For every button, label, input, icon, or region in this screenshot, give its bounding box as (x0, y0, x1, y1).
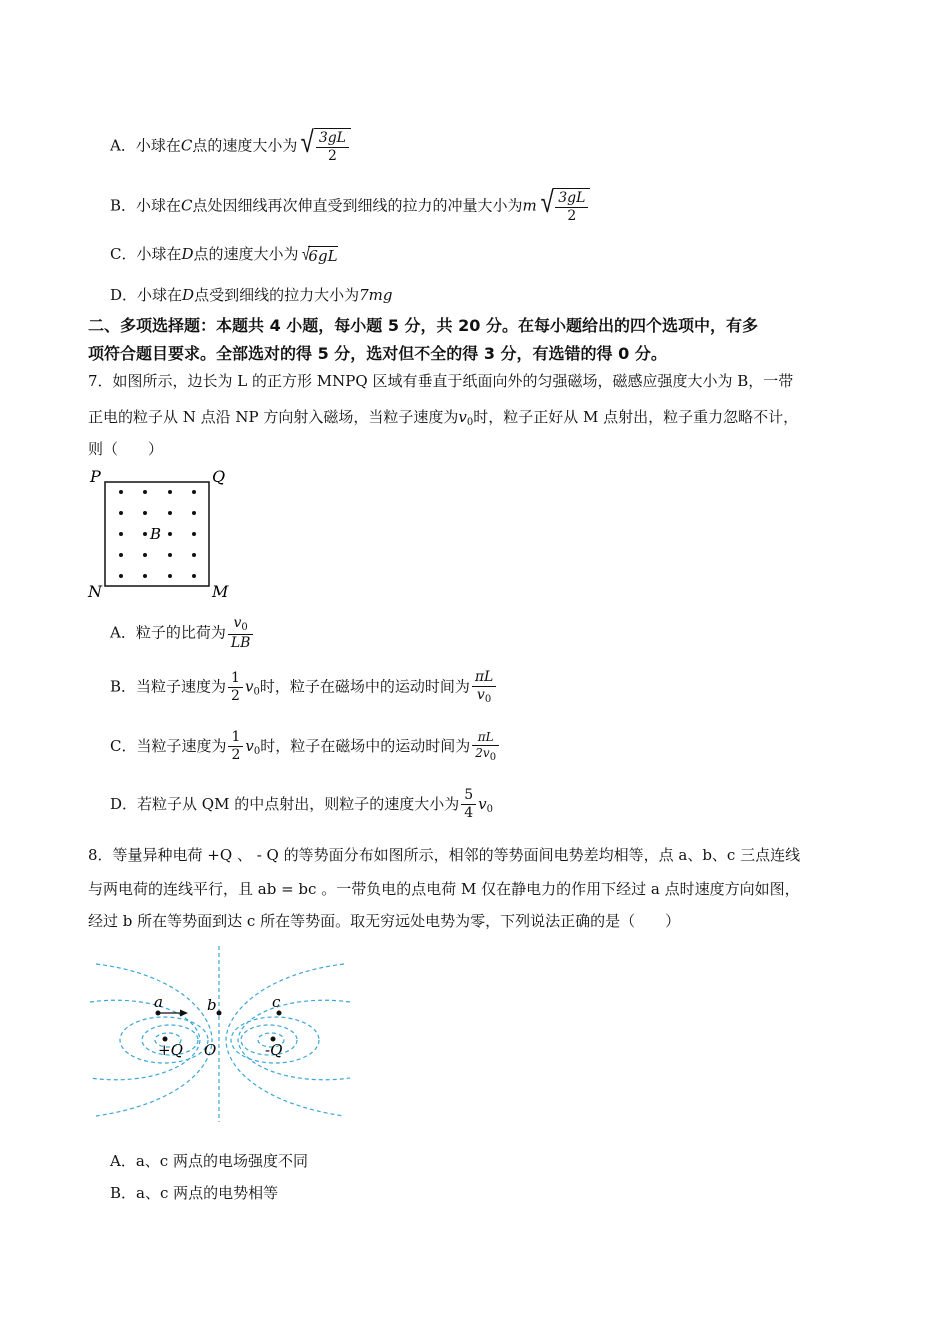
label-Q: Q (212, 467, 226, 486)
point-c (277, 1011, 282, 1016)
sqrt-expression: √ $\frac{3gL}{2}$ (539, 188, 591, 225)
q8-stem-line1: 8．等量异种电荷 +Q 、 - Q 的等势面分布如图所示，相邻的等势面间电势差均相等，点 a、b、c 三点连线 (88, 846, 801, 864)
equipotential-figure (88, 944, 358, 1124)
label-a: a (154, 993, 163, 1011)
section-heading-line1: 二、多项选择题：本题共 4 小题，每小题 5 分，共 20 分。在每小题给出的四个选项中，有多 (88, 316, 758, 335)
point-b (217, 1011, 222, 1016)
label-N: N (88, 582, 102, 601)
q6-option-b: B．小球在C点处因细线再次伸直受到细线的拉力的冲量大小为m √ $\frac{3gL}{2}$ (110, 188, 590, 225)
q7-option-a: A．粒子的比荷为 $\frac{v_0}{LB}$ (110, 616, 255, 651)
equipotential-left-5 (96, 964, 212, 1116)
label-c: c (272, 993, 281, 1011)
sqrt-expression: √ $\frac{3gL}{2}$ (299, 128, 351, 165)
arrow-head-icon (180, 1010, 188, 1017)
label-b: b (207, 996, 217, 1014)
label-M: M (212, 582, 229, 601)
label-O: O (204, 1041, 217, 1059)
q6-option-a: A．小球在C点的速度大小为 √ $\frac{3gL}{2}$ (110, 128, 351, 165)
sqrt-expression: √ 6gL (301, 244, 338, 265)
q6-option-d: D．小球在D点受到细线的拉力大小为7mg (110, 286, 393, 304)
q8-option-b: B．a、c 两点的电势相等 (110, 1184, 279, 1202)
q8-stem-line3: 经过 b 所在等势面到达 c 所在等势面。取无穷远处电势为零，下列说法正确的是（ ） (88, 912, 681, 930)
label-P: P (90, 467, 101, 486)
q7-option-d: D．若粒子从 QM 的中点射出，则粒子的速度大小为 $\frac{5}{4}$ $v_0$ (110, 787, 494, 822)
q8-option-a: A．a、c 两点的电场强度不同 (110, 1152, 308, 1170)
equipotential-right-5 (226, 964, 344, 1116)
section-heading-line2: 项符合题目要求。全部选对的得 5 分，选对但不全的得 3 分，有选错的得 0 分。 (88, 344, 667, 363)
q7-stem-line2: 正电的粒子从 N 点沿 NP 方向射入磁场，当粒子速度为$v_0$时，粒子正好从 M 点射出，粒子重力忽略不计， (88, 408, 799, 428)
q6-option-c: C．小球在D点的速度大小为 √ 6gL (110, 244, 338, 265)
q7-option-b: B．当粒子速度为 $\frac{1}{2}$ $v_0$时，粒子在磁场中的运动时间为 $\frac{\pi L}{v_0}$ (110, 670, 498, 705)
label-minus-Q: -Q (265, 1041, 283, 1059)
q7-stem-line3: 则（ ） (88, 440, 164, 458)
label-B: B (150, 525, 162, 543)
q7-option-c: C．当粒子速度为 $\frac{1}{2}$ $v_0$时，粒子在磁场中的运动时间为 $\frac{\pi L}{2v_0}$ (110, 730, 501, 764)
equipotential-right-4 (238, 1000, 350, 1080)
magnetic-field-square-figure (85, 462, 235, 602)
label-plus-Q: +Q (158, 1041, 183, 1059)
q8-stem-line2: 与两电荷的连线平行，且 ab = bc 。一带负电的点电荷 M 仅在静电力的作用下经过 a 点时速度方向如图， (88, 880, 800, 898)
q7-stem-line1: 7．如图所示，边长为 L 的正方形 MNPQ 区域有垂直于纸面向外的匀强磁场，磁感应强度大小为 B，一带 (88, 372, 794, 390)
